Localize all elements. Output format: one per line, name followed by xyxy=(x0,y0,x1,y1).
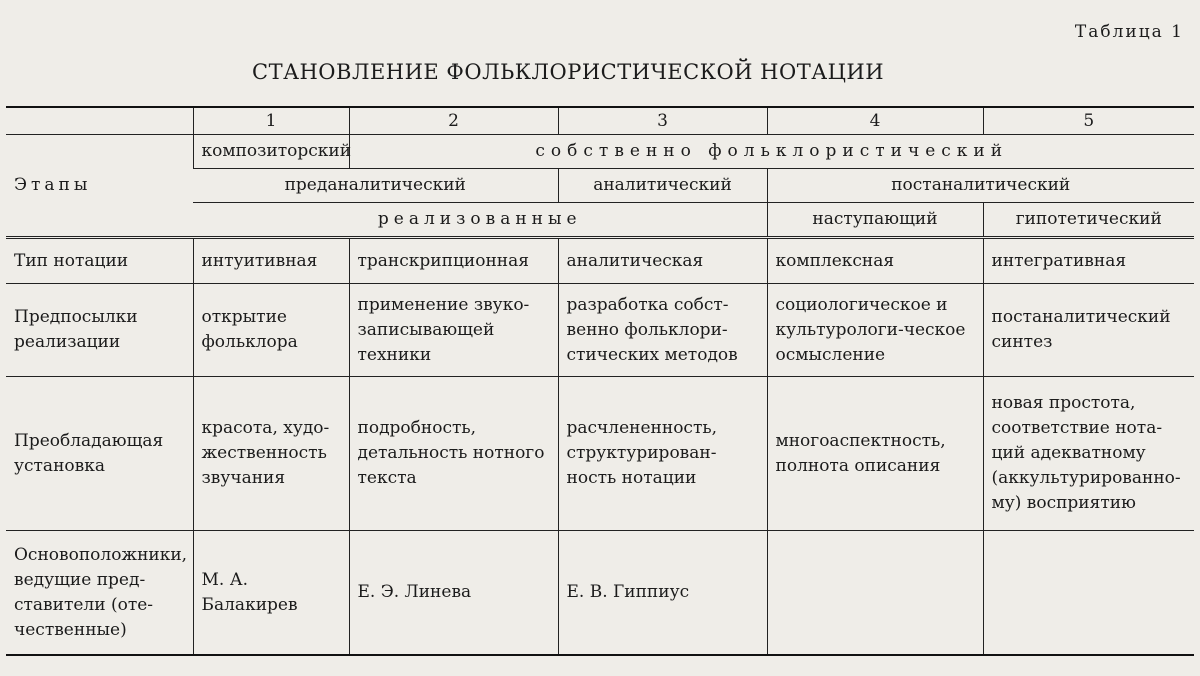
header-blank-cell xyxy=(6,107,193,135)
table-cell: многоаспектность, полнота описания xyxy=(767,377,983,531)
table-cell: транскрипционная xyxy=(349,238,558,284)
stages-label: Этапы xyxy=(14,175,92,195)
header-number-4: 4 xyxy=(767,107,983,135)
table-label: Таблица 1 xyxy=(1074,22,1184,42)
header-folkloristic-cell: собственно фольклористический xyxy=(349,135,1194,169)
header-row-a xyxy=(6,135,1194,169)
header-numbers-row xyxy=(6,107,1194,135)
table-cell: комплексная xyxy=(767,238,983,284)
table-row xyxy=(6,377,1194,531)
table-row xyxy=(6,284,1194,377)
row-label: Тип нотации xyxy=(14,250,129,271)
header-coming-cell: наступающий xyxy=(767,203,983,238)
header-analytic-cell: аналитический xyxy=(558,169,767,203)
header-realized-cell: реализованные xyxy=(377,209,582,229)
table-cell: применение звуко-записывающей техники xyxy=(349,284,558,377)
table-cell: красота, худо-жественность звучания xyxy=(193,377,349,531)
table-cell: постаналитический синтез xyxy=(983,284,1194,377)
table-cell xyxy=(767,531,983,655)
header-number-2: 2 xyxy=(349,107,558,135)
header-hypothetical-cell: гипотетический xyxy=(983,203,1194,238)
table-cell: интуитивная xyxy=(193,238,349,284)
table-cell: расчлененность, структурирован-ность нотации xyxy=(558,377,767,531)
table-row xyxy=(6,238,1194,284)
header-composer-cell: композиторский xyxy=(193,135,349,169)
table-cell: Е. В. Гиппиус xyxy=(558,531,767,655)
table-cell: подробность, детальность нотного текста xyxy=(349,377,558,531)
header-number-3: 3 xyxy=(558,107,767,135)
header-number-1: 1 xyxy=(193,107,349,135)
row-label: Основоположники, ведущие пред-ставители (оте-чественные) xyxy=(14,544,188,640)
header-preanalytic-cell: преданалитический xyxy=(284,175,466,195)
table-cell: разработка собст-венно фольклори-стических методов xyxy=(558,284,767,377)
table-title: СТАНОВЛЕНИЕ ФОЛЬКЛОРИСТИЧЕСКОЙ НОТАЦИИ xyxy=(252,60,885,84)
notation-table xyxy=(6,106,1194,656)
table-cell: Е. Э. Линева xyxy=(349,531,558,655)
table-cell: интегративная xyxy=(983,238,1194,284)
table-cell: открытие фольклора xyxy=(193,284,349,377)
table-cell: М. А. Балакирев xyxy=(193,531,349,655)
row-label: Преобладающая установка xyxy=(14,430,164,476)
table-row xyxy=(6,531,1194,655)
table-cell: аналитическая xyxy=(558,238,767,284)
row-label: Предпосылки реализации xyxy=(14,307,138,352)
table-cell: социологическое и культурологи-ческое осмысление xyxy=(767,284,983,377)
header-postanalytic-cell: постаналитический xyxy=(767,169,1194,203)
table-cell: новая простота, соответствие нота-ций адекватному (аккультурированно-му) восприятию xyxy=(983,377,1194,531)
header-number-5: 5 xyxy=(983,107,1194,135)
table-cell xyxy=(983,531,1194,655)
